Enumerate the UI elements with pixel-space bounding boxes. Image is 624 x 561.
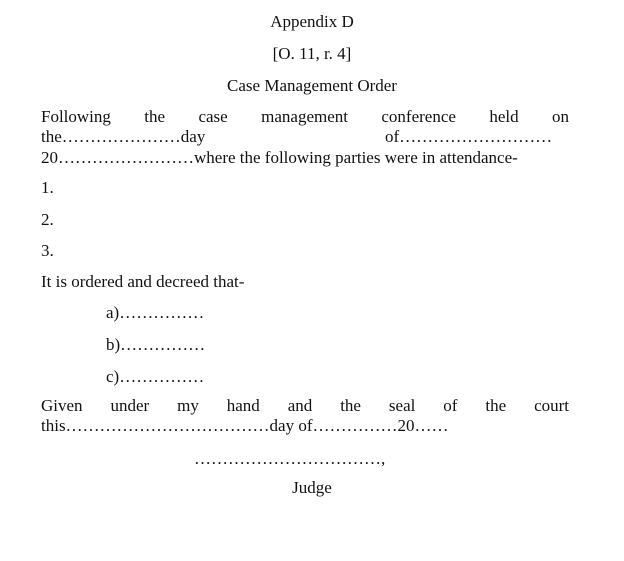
appendix-heading: Appendix D <box>270 12 354 31</box>
order-item-c: c)…………… <box>106 367 205 386</box>
intro-word: management <box>261 107 348 126</box>
given-word: the <box>340 396 361 415</box>
intro-word: on <box>552 107 569 126</box>
given-word: hand <box>226 396 260 415</box>
intro-word: Following <box>41 107 111 126</box>
intro-line-1 <box>41 107 569 127</box>
intro-word: held <box>489 107 519 126</box>
given-line-2: this………………………………day of……………20…… <box>41 416 449 435</box>
intro-line-3: 20……………………where the following parties were in attendance- <box>41 148 518 167</box>
party-2: 2. <box>41 210 54 229</box>
signature-line: ……………………………, <box>194 449 386 468</box>
party-3: 3. <box>41 241 54 260</box>
order-heading: It is ordered and decreed that- <box>41 272 245 291</box>
document-title: Case Management Order <box>227 76 397 95</box>
intro-word: conference <box>381 107 456 126</box>
given-word: Given <box>41 396 83 415</box>
intro-line-2-left: the…………………day <box>41 127 206 146</box>
judge-label: Judge <box>292 478 332 497</box>
given-word: and <box>287 396 313 415</box>
given-word: my <box>177 396 199 415</box>
given-word: under <box>110 396 150 415</box>
order-item-a: a)…………… <box>106 303 205 322</box>
party-1: 1. <box>41 178 54 197</box>
given-word: court <box>534 396 569 415</box>
intro-word: the <box>144 107 166 126</box>
intro-line-2-right: of……………………… <box>385 127 553 146</box>
intro-word: case <box>198 107 228 126</box>
given-line-1 <box>41 396 569 416</box>
given-word: of <box>443 396 458 415</box>
order-item-b: b)…………… <box>106 335 206 354</box>
rule-reference: [O. 11, r. 4] <box>272 44 352 63</box>
given-word: seal <box>388 396 416 415</box>
given-word: the <box>485 396 507 415</box>
